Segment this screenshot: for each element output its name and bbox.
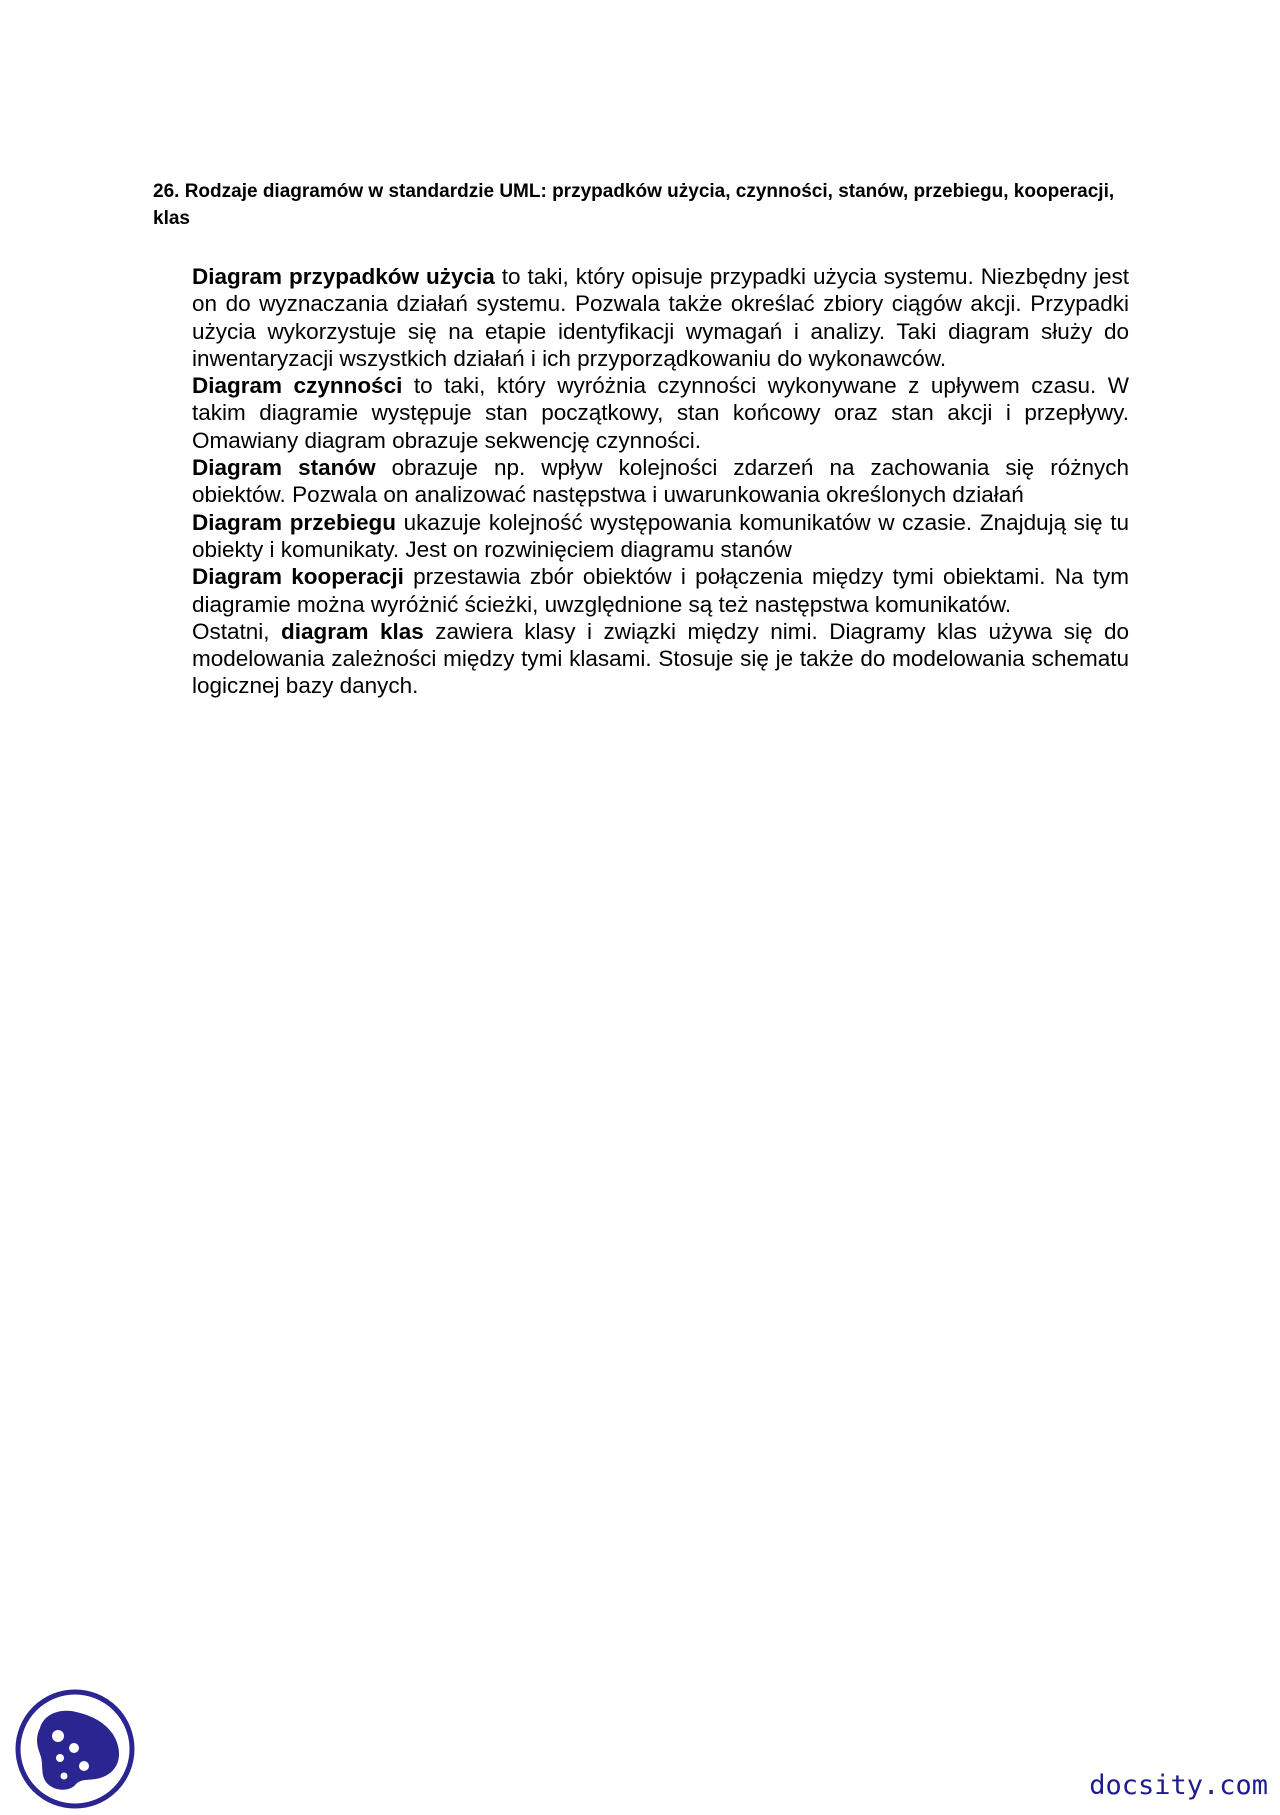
docsity-brand-link[interactable]: docsity.com (1089, 1770, 1268, 1801)
term-state-diagram: Diagram stanów (192, 455, 376, 481)
term-activity-diagram: Diagram czynności (192, 373, 403, 399)
term-sequence-diagram: Diagram przebiegu (192, 509, 396, 535)
paragraph-text: zawiera klasy i związki między nimi. Diagramy klas używa się do modelowania zależności między tymi klasami. Stosuje się je także do modelowania schematu logicznej bazy danych. (192, 618, 1129, 699)
paragraph-collaboration-diagram (192, 563, 1129, 618)
paragraph-sequence-diagram (192, 509, 1129, 564)
paragraph-text: to taki, który opisuje przypadki użycia systemu. Niezbędny jest on do wyznaczania działań systemu. Pozwala także określać zbiory ciągów akcji. Przypadki użycia wykorzystuje się na etapie identyfikacji wymagań i analizy. Taki diagram służy do inwentaryzacji wszystkich działań i ich przyporządkowaniu do wykonawców. (192, 264, 1129, 371)
paragraph-text: ukazuje kolejność występowania komunikatów w czasie. Znajdują się tu obiekty i komunikaty. Jest on rozwinięciem diagramu stanów (192, 509, 1129, 562)
term-class-diagram: diagram klas (281, 618, 424, 644)
paragraph-lead: Ostatni, (192, 618, 282, 644)
paragraph-class-diagram (192, 618, 1129, 700)
body-text (192, 263, 1129, 700)
paragraph-use-case-diagram (192, 263, 1129, 372)
docsity-logo-icon[interactable] (14, 1688, 136, 1810)
paragraph-activity-diagram (192, 372, 1129, 454)
paragraph-state-diagram (192, 454, 1129, 509)
term-collaboration-diagram: Diagram kooperacji (192, 564, 404, 590)
term-use-case-diagram: Diagram przypadków użycia (192, 264, 495, 289)
paragraph-text: to taki, który wyróżnia czynności wykonywane z upływem czasu. W takim diagramie występuje stan początkowy, stan końcowy oraz stan akcji i przepływy. Omawiany diagram obrazuje sekwencję czynności. (192, 373, 1129, 453)
section-heading: 26. Rodzaje diagramów w standardzie UML: przypadków użycia, czynności, stanów, przebiegu, kooperacji, klas (153, 181, 1115, 229)
docsity-logo-graphic (14, 1688, 136, 1810)
paragraph-text: obrazuje np. wpływ kolejności zdarzeń na zachowania się różnych obiektów. Pozwala on analizować następstwa i uwarunkowania określonych działań (192, 455, 1129, 508)
paragraph-text: przestawia zbór obiektów i połączenia między tymi obiektami. Na tym diagramie można wyróżnić ścieżki, uwzględnione są też następstwa komunikatów. (192, 564, 1129, 617)
